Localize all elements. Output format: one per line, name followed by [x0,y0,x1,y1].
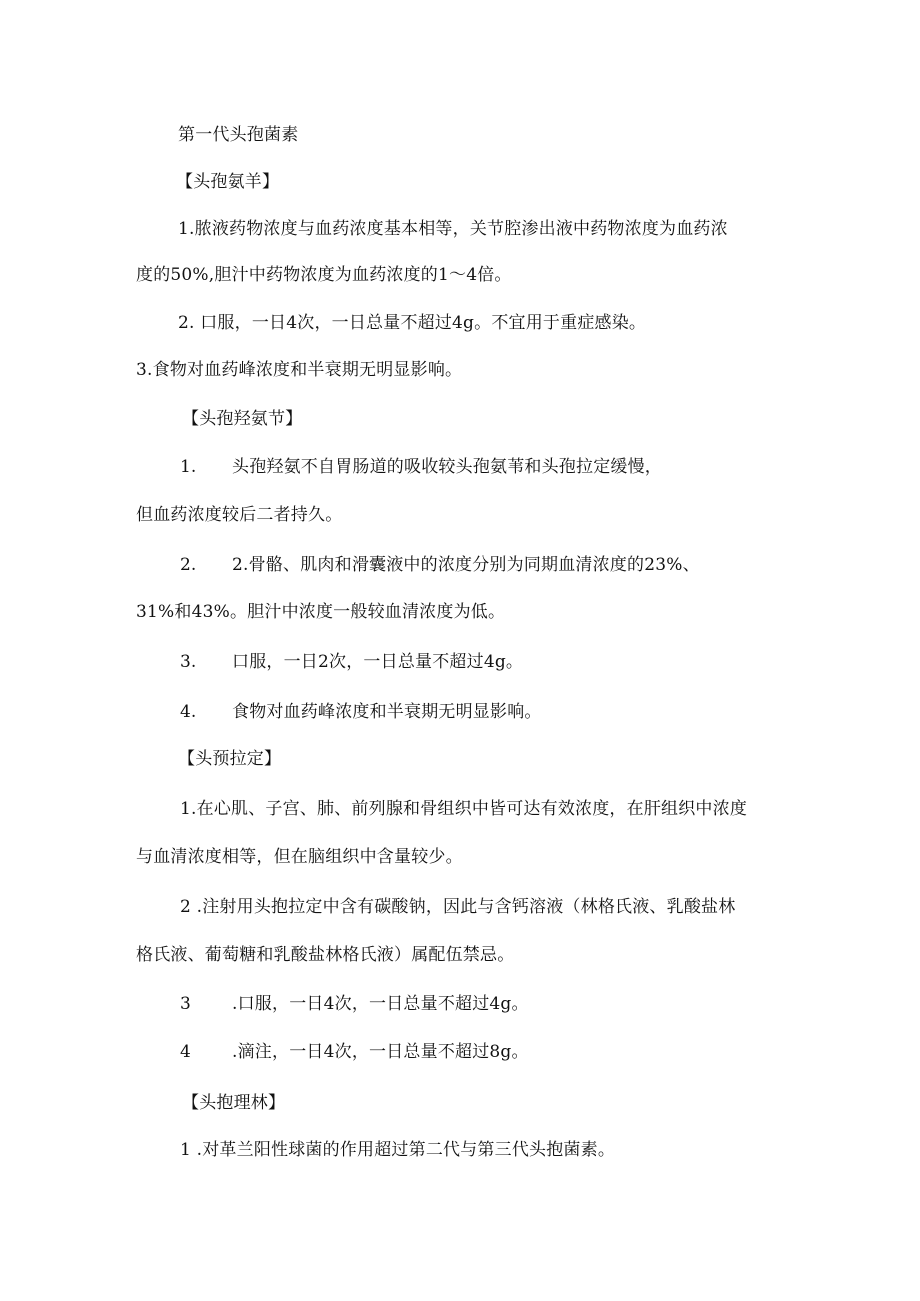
paragraph-line: 2 .注射用头抱拉定中含有碳酸钠，因此与含钙溶液（林格氏液、乳酸盐林 [180,897,736,917]
item-number: 2. [180,555,197,575]
item-number: 3 [180,994,191,1014]
section-heading: 【头预拉定】 [178,749,282,769]
paragraph-line: 1.脓液药物浓度与血药浓度基本相等，关节腔渗出液中药物浓度为血药浓 [178,219,728,239]
section-heading: 【头孢羟氨节】 [182,409,303,429]
item-number: 4 [180,1042,191,1062]
paragraph-line: .滴注，一日4次，一日总量不超过8g。 [232,1042,529,1062]
paragraph-line: 格氏液、葡萄糖和乳酸盐林格氏液）属配伍禁忌。 [136,945,515,965]
paragraph-line: 头孢羟氨不自胃肠道的吸收较头孢氨苇和头孢拉定缓慢， [232,457,662,477]
paragraph-line: 3.食物对血药峰浓度和半衰期无明显影响。 [136,360,463,380]
item-number: 4. [180,702,197,722]
paragraph-line: 1 .对革兰阳性球菌的作用超过第二代与第三代头抱菌素。 [180,1140,616,1160]
paragraph-line: 但血药浓度较后二者持久。 [136,505,343,525]
paragraph-line: .口服，一日4次，一日总量不超过4g。 [232,994,529,1014]
paragraph-line: 与血清浓度相等，但在脑组织中含量较少。 [136,847,463,867]
document-title: 第一代头孢菌素 [178,125,299,145]
section-heading: 【头抱理林】 [182,1093,286,1113]
paragraph-line: 度的50%,胆汁中药物浓度为血药浓度的1～4倍。 [136,265,512,285]
item-number: 1. [180,457,197,477]
paragraph-line: 1.在心肌、子宫、肺、前列腺和骨组织中皆可达有效浓度，在肝组织中浓度 [180,799,748,819]
paragraph-line: 2. 口服，一日4次，一日总量不超过4g。不宜用于重症感染。 [178,313,647,333]
paragraph-line: 2.骨骼、肌肉和滑囊液中的浓度分别为同期血清浓度的23%、 [232,555,700,575]
paragraph-line: 口服，一日2次，一日总量不超过4g。 [232,652,524,672]
paragraph-line: 食物对血药峰浓度和半衰期无明显影响。 [232,702,542,722]
section-heading: 【头孢氨羊】 [176,172,280,192]
item-number: 3. [180,652,197,672]
paragraph-line: 31%和43%。胆汁中浓度一般较血清浓度为低。 [136,602,506,622]
